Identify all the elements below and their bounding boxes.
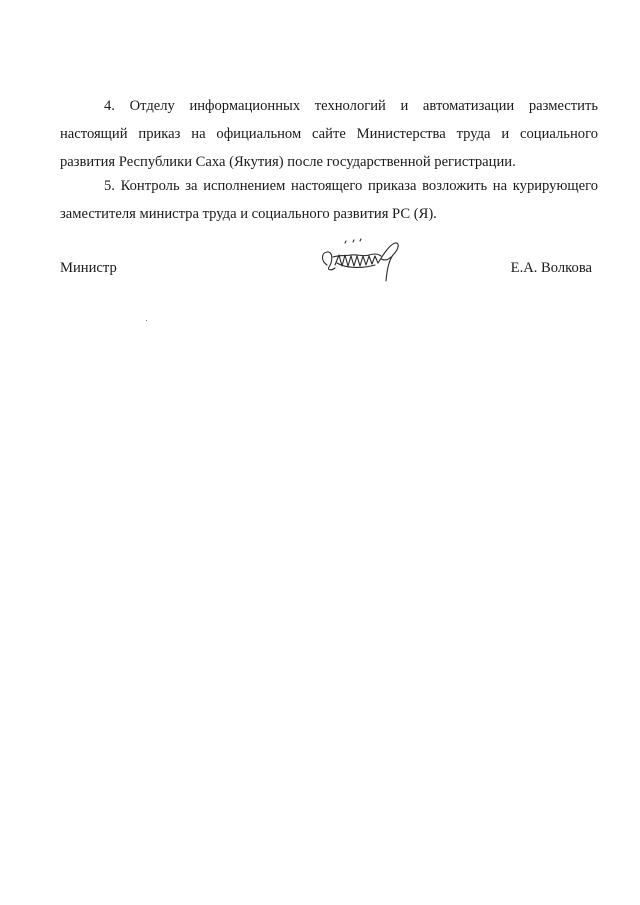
scan-speck xyxy=(146,320,147,321)
paragraph-4: 4. Отделу информационных технологий и автоматизации разместить настоящий приказ на официальном сайте Министерства труда и социального развития Республики Саха (Якутия) после государственной регистрации. xyxy=(60,98,598,170)
paragraph-5: 5. Контроль за исполнением настоящего приказа возложить на курирующего заместителя министра труда и социального развития РС (Я). xyxy=(60,178,598,222)
signatory-name: Е.А. Волкова xyxy=(510,260,592,276)
signatory-title: Министр xyxy=(60,260,117,276)
signature-block xyxy=(60,255,592,295)
handwritten-signature-icon xyxy=(315,235,405,290)
